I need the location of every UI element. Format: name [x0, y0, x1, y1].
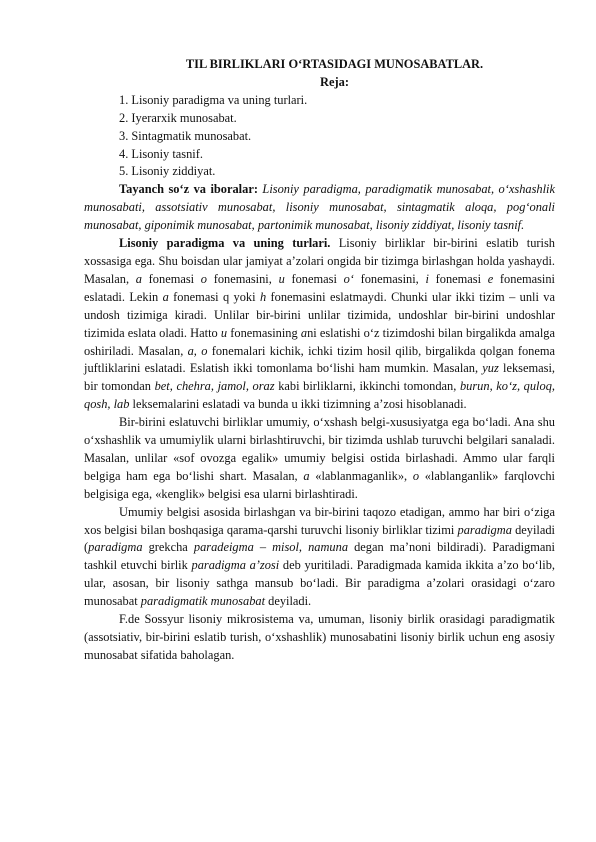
italic-run: a [303, 468, 310, 483]
text-run: deyiladi. [265, 594, 312, 609]
italic-run: a [135, 271, 142, 286]
text-run: fonemasini eslatmaydi. Chunki ular ikki tizim – unli va undosh tizimiga kiradi. Unlilar bir-birini unlilar tizimida, undoshlar bir-birini undoshlar tizimida eslata oladi. Hatto [84, 289, 555, 340]
italic-run: a [300, 325, 308, 340]
text-run: «lablanganlik» farqlovchi belgisiga ega, «kenglik» belgisi esa ularni birlashtiradi. [84, 468, 555, 501]
plan-item: 5. Lisoniy ziddiyat. [119, 164, 216, 179]
plan-item: 3. Sintagmatik munosabat. [119, 128, 252, 143]
body-paragraph [84, 611, 555, 665]
italic-run: paradigma [457, 522, 512, 537]
italic-run: paradigmatik munosabat [140, 594, 266, 609]
italic-run: a [162, 289, 169, 304]
italic-run: paradigma a’zosi [191, 558, 280, 573]
italic-run: o [412, 468, 420, 483]
text-run: fonemasi [284, 271, 344, 286]
bold-run: Tayanch so‘z va iboralar: [119, 182, 263, 197]
text-run: fonemasi [428, 271, 488, 286]
italic-run: u [278, 271, 285, 286]
italic-run: e [487, 271, 494, 286]
text-run: fonemasini eslatadi. Lekin [84, 271, 555, 304]
plan-item: 4. Lisoniy tasnif. [119, 146, 203, 161]
bold-run: Lisoniy paradigma va uning turlari. [119, 236, 331, 251]
text-run: F.de Sossyur lisoniy mikrosistema va, umuman, lisoniy birlik orasidagi paradigmatik (assotsiativ, bir-birini eslatib turish, o‘xshashlik) munosabatini lisoniy birlik uchun eng asosiy munosabat sifatida baholagan. [84, 612, 555, 662]
italic-run: i [425, 271, 429, 286]
text-run: leksemalarini eslatadi va bunda u ikki tizimning a’zosi hisoblanadi. [129, 397, 467, 412]
italic-run: u [220, 325, 228, 340]
text-run: fonemasini, [207, 271, 279, 286]
plan-list [84, 92, 555, 182]
italic-run: a, o [187, 343, 208, 358]
italic-run: o‘ [343, 271, 354, 286]
text-run: leksemasi, bir tomondan [84, 361, 555, 394]
text-run: kabi birliklarni, ikkinchi tomondan, [274, 379, 460, 394]
text-run: deyiladi ( [84, 522, 555, 555]
plan-item: 2. Iyerarxik munosabat. [119, 110, 237, 125]
text-run: «lablanmaganlik», [309, 468, 413, 483]
text-run: fonemasining [227, 325, 301, 340]
plan-heading: Reja: [320, 74, 349, 89]
italic-run: bet, chehra, jamol, oraz [154, 379, 275, 394]
body-text [84, 181, 555, 664]
italic-run: yuz [482, 361, 499, 376]
text-run: ni eslatishi o‘z tizimdoshi bilan birgalikda amalga oshiriladi. Masalan, [84, 325, 555, 358]
text-run: grekcha [142, 540, 194, 555]
italic-run: paradigma [88, 540, 143, 555]
text-run: fonemalari kichik, ichki tizim hosil qilib, birgalikda qolgan fonema juftliklarini eslatadi. Eslatish ikki tomonlama bo‘lishi ham mumkin. Masalan, [84, 343, 556, 376]
text-run: Lisoniy birliklar bir-birini eslatib turish xossasiga ega. Shu boisdan ular jamiyat a’zolari ongida bir tizimga birlashgan holda yashaydi. Masalan, [84, 236, 555, 286]
italic-run: paradeigma – misol, namuna [193, 540, 349, 555]
document-page [84, 56, 555, 665]
italic-run: o [200, 271, 207, 286]
plan-item: 1. Lisoniy paradigma va uning turlari. [119, 92, 308, 107]
body-paragraph [84, 504, 555, 611]
italic-run: burun, ko‘z, quloq, qosh, lab [84, 379, 555, 412]
keywords-paragraph [84, 181, 555, 235]
body-paragraph [84, 414, 555, 504]
text-run: fonemasi q yoki [168, 289, 260, 304]
text-run: Umumiy belgisi asosida birlashgan va bir-birini taqozo etadigan, ammo har biri o‘ziga xos belgisi bilan boshqasiga qarama-qarshi turuvchi lisoniy birliklar tizimi [84, 504, 555, 537]
text-run: Bir-birini eslatuvchi birliklar umumiy, o‘xshash belgi-xususiyatga ega bo‘ladi. Ana shu o‘xshashlik va umumiylik ularni birlashtiruvchi, bir tizimda ushlab turuvchi belgilari sanaladi. Masalan, unlilar «sof ovozga egalik» umumiy belgisi ostida birlashadi. Ammo ular farqli belgiga ham ega bo‘lishi shart. Masalan, [84, 415, 555, 483]
italic-run: h [259, 289, 267, 304]
text-run: deb yuritiladi. Paradigmada kamida ikkita a’zo bo‘lib, ular, asosan, bir lisoniy sathga mansub bo‘ladi. Bir paradigma a’zolari orasidagi o‘zaro munosabat [84, 558, 555, 609]
text-run: degan ma’noni bildiradi). Paradigmani tashkil etuvchi birlik [84, 540, 555, 573]
text-run: fonemasi [141, 271, 201, 286]
document-title: TIL BIRLIKLARI O‘RTASIDAGI MUNOSABATLAR. [185, 57, 484, 71]
body-paragraph [84, 235, 555, 414]
text-run: fonemasini, [353, 271, 426, 286]
italic-run: Lisoniy paradigma, paradigmatik munosabat, o‘xshashlik munosabati, assotsiativ munosabat, lisoniy munosabat, sintagmatik aloqa, pog‘onali munosabat, giponimik munosabat, partonimik munosabat, lisoniy ziddiyat, lisoniy tasnif. [84, 182, 555, 233]
